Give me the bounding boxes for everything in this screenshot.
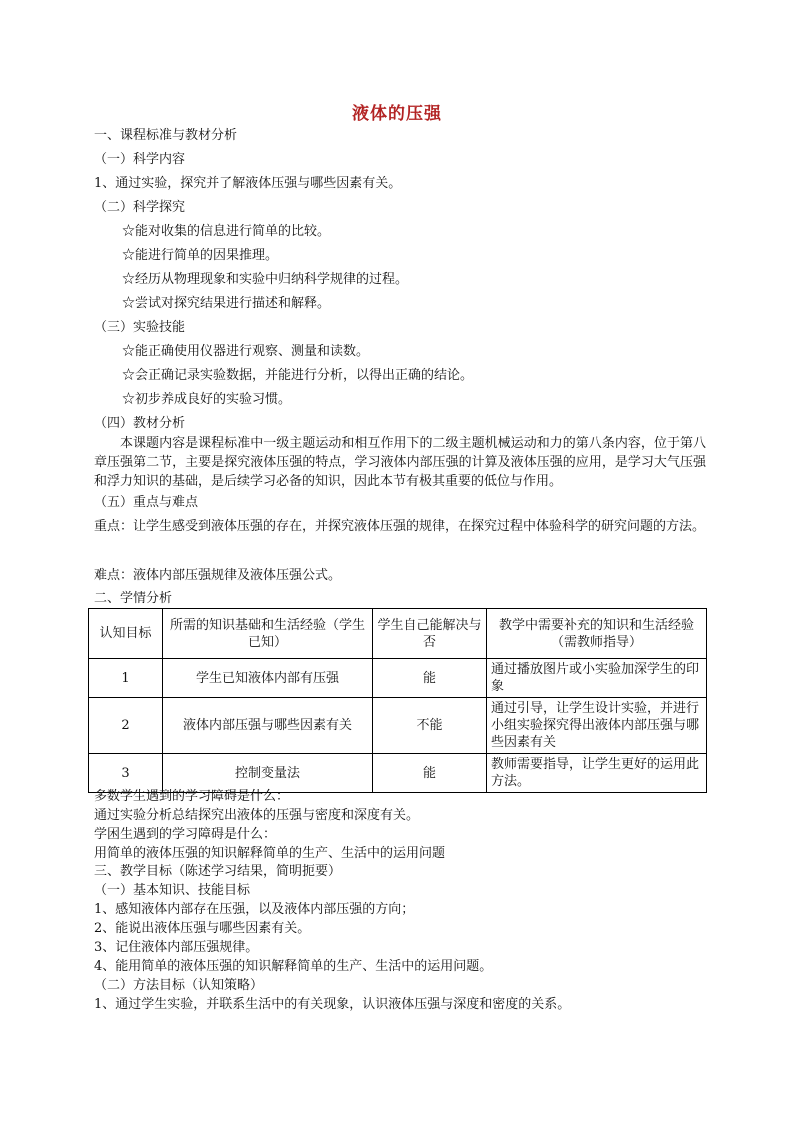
table-cell: 通过引导，让学生设计实验，并进行小组实验探究得出液体内部压强与哪些因素有关 — [487, 698, 707, 754]
table-header-cell: 学生自己能解决与否 — [373, 609, 487, 659]
table-cell: 学生已知液体内部有压强 — [163, 659, 373, 698]
table-header-cell: 教学中需要补充的知识和生活经验（需教师指导） — [487, 609, 707, 659]
table-cell: 不能 — [373, 698, 487, 754]
text-line: 3、记住液体内部压强规律。 — [94, 940, 259, 955]
table-header-cell: 认知目标 — [89, 609, 163, 659]
table-cell: 教师需要指导，让学生更好的运用此方法。 — [487, 754, 707, 793]
table-row — [89, 698, 707, 754]
table-row — [89, 659, 707, 698]
section-heading-3: 三、教学目标（陈述学习结果，简明扼要） — [94, 864, 342, 879]
student-analysis-table — [88, 608, 707, 793]
star-item: ☆能对收集的信息进行简单的比较。 — [122, 224, 331, 239]
text-line: 1、通过实验，探究并了解液体压强与哪些因素有关。 — [94, 176, 402, 191]
document-title: 液体的压强 — [352, 104, 442, 124]
table-cell: 控制变量法 — [163, 754, 373, 793]
table-cell: 液体内部压强与哪些因素有关 — [163, 698, 373, 754]
text-line: 用简单的液体压强的知识解释简单的生产、生活中的运用问题 — [94, 846, 446, 861]
table-cell: 2 — [89, 698, 163, 754]
subheading-basic-goals: （一）基本知识、技能目标 — [94, 883, 251, 898]
subheading-science-inquiry: （二）科学探究 — [94, 200, 186, 215]
subheading-method-goals: （二）方法目标（认知策略） — [94, 978, 264, 993]
text-line: 学困生遇到的学习障碍是什么： — [94, 827, 277, 842]
section-heading-2: 二、学情分析 — [94, 591, 173, 606]
table-cell: 3 — [89, 754, 163, 793]
table-cell: 通过播放图片或小实验加深学生的印象 — [487, 659, 707, 698]
subheading-lab-skills: （三）实验技能 — [94, 320, 186, 335]
table-cell: 能 — [373, 754, 487, 793]
text-line: 多数学生遇到的学习障碍是什么： — [94, 789, 290, 804]
table-cell: 1 — [89, 659, 163, 698]
text-line: 1、感知液体内部存在压强，以及液体内部压强的方向； — [94, 902, 415, 917]
star-item: ☆会正确记录实验数据，并能进行分析，以得出正确的结论。 — [122, 368, 474, 383]
table-header-row — [89, 609, 707, 659]
text-line: 4、能用简单的液体压强的知识解释简单的生产、生活中的运用问题。 — [94, 959, 493, 974]
star-item: ☆能进行简单的因果推理。 — [122, 248, 279, 263]
difficulty-text: 难点：液体内部压强规律及液体压强公式。 — [94, 568, 342, 583]
star-item: ☆初步养成良好的实验习惯。 — [122, 392, 292, 407]
subheading-key-points: （五）重点与难点 — [94, 495, 199, 510]
star-item: ☆尝试对探究结果进行描述和解释。 — [122, 296, 331, 311]
table-row — [89, 754, 707, 793]
text-line: 通过实验分析总结探究出液体的压强与密度和深度有关。 — [94, 808, 420, 823]
key-point-text: 重点：让学生感受到液体压强的存在，并探究液体压强的规律，在探究过程中体验科学的研究问题的方法。 — [94, 519, 706, 534]
text-line: 1、通过学生实验，并联系生活中的有关现象，认识液体压强与深度和密度的关系。 — [94, 997, 571, 1012]
table-header-cell: 所需的知识基础和生活经验（学生已知） — [163, 609, 373, 659]
subheading-textbook-analysis: （四）教材分析 — [94, 416, 186, 431]
textbook-analysis-paragraph: 本课题内容是课程标准中一级主题运动和相互作用下的二级主题机械运动和力的第八条内容，位于第八章压强第二节，主要是探究液体压强的特点，学习液体内部压强的计算及液体压强的应用，是学习大气压强和浮力知识的基础，是后续学习必备的知识，因此本节有极其重要的低位与作用。 — [94, 436, 706, 489]
section-heading-1: 一、课程标准与教材分析 — [94, 128, 238, 143]
table-cell: 能 — [373, 659, 487, 698]
star-item: ☆经历从物理现象和实验中归纳科学规律的过程。 — [122, 272, 409, 287]
star-item: ☆能正确使用仪器进行观察、测量和读数。 — [122, 344, 370, 359]
text-line: 2、能说出液体压强与哪些因素有关。 — [94, 921, 311, 936]
subheading-science-content: （一）科学内容 — [94, 152, 186, 167]
